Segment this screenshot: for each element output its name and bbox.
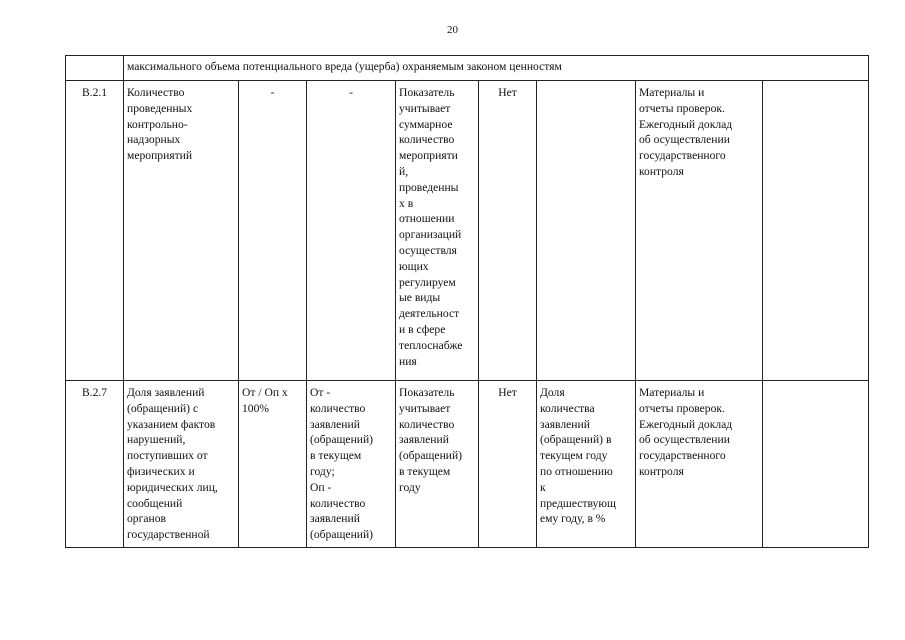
indicator-extra (763, 81, 869, 381)
table-row (66, 81, 869, 381)
indicator-variables: От - количество заявлений (обращений) в текущем году; Оп - количество заявлений (обращений) (307, 381, 396, 548)
indicator-code: В.2.1 (66, 81, 124, 381)
indicator-source: Материалы и отчеты проверок. Ежегодный доклад об осуществлении государственного контроля (636, 81, 763, 381)
indicator-description (537, 81, 636, 381)
indicator-formula: От / Оп x 100% (239, 381, 307, 548)
section-header-text: максимального объема потенциального вреда (ущерба) охраняемым законом ценностям (124, 56, 869, 81)
indicator-name: Количество проведенных контрольно- надзорных мероприятий (124, 81, 239, 381)
indicator-target: Нет (479, 81, 537, 381)
indicator-variables: - (307, 81, 396, 381)
indicators-table (65, 55, 869, 548)
indicator-comment: Показатель учитывает суммарное количество мероприяти й, проведенны х в отношении организаций осуществля ющих регулируем ые виды деятельност и в сфере теплоснабже ния (396, 81, 479, 381)
indicator-description: Доля количества заявлений (обращений) в текущем году по отношению к предшествующ ему году, в % (537, 381, 636, 548)
table-row (66, 381, 869, 548)
indicator-target: Нет (479, 381, 537, 548)
indicator-code: В.2.7 (66, 381, 124, 548)
indicator-name: Доля заявлений (обращений) с указанием фактов нарушений, поступивших от физических и юридических лиц, сообщений органов государственной (124, 381, 239, 548)
indicator-comment: Показатель учитывает количество заявлений (обращений) в текущем году (396, 381, 479, 548)
section-header-empty-cell (66, 56, 124, 81)
section-header-row (66, 56, 869, 81)
page-number: 20 (447, 24, 458, 36)
indicator-source: Материалы и отчеты проверок. Ежегодный доклад об осуществлении государственного контроля (636, 381, 763, 548)
indicator-extra (763, 381, 869, 548)
indicator-formula: - (239, 81, 307, 381)
